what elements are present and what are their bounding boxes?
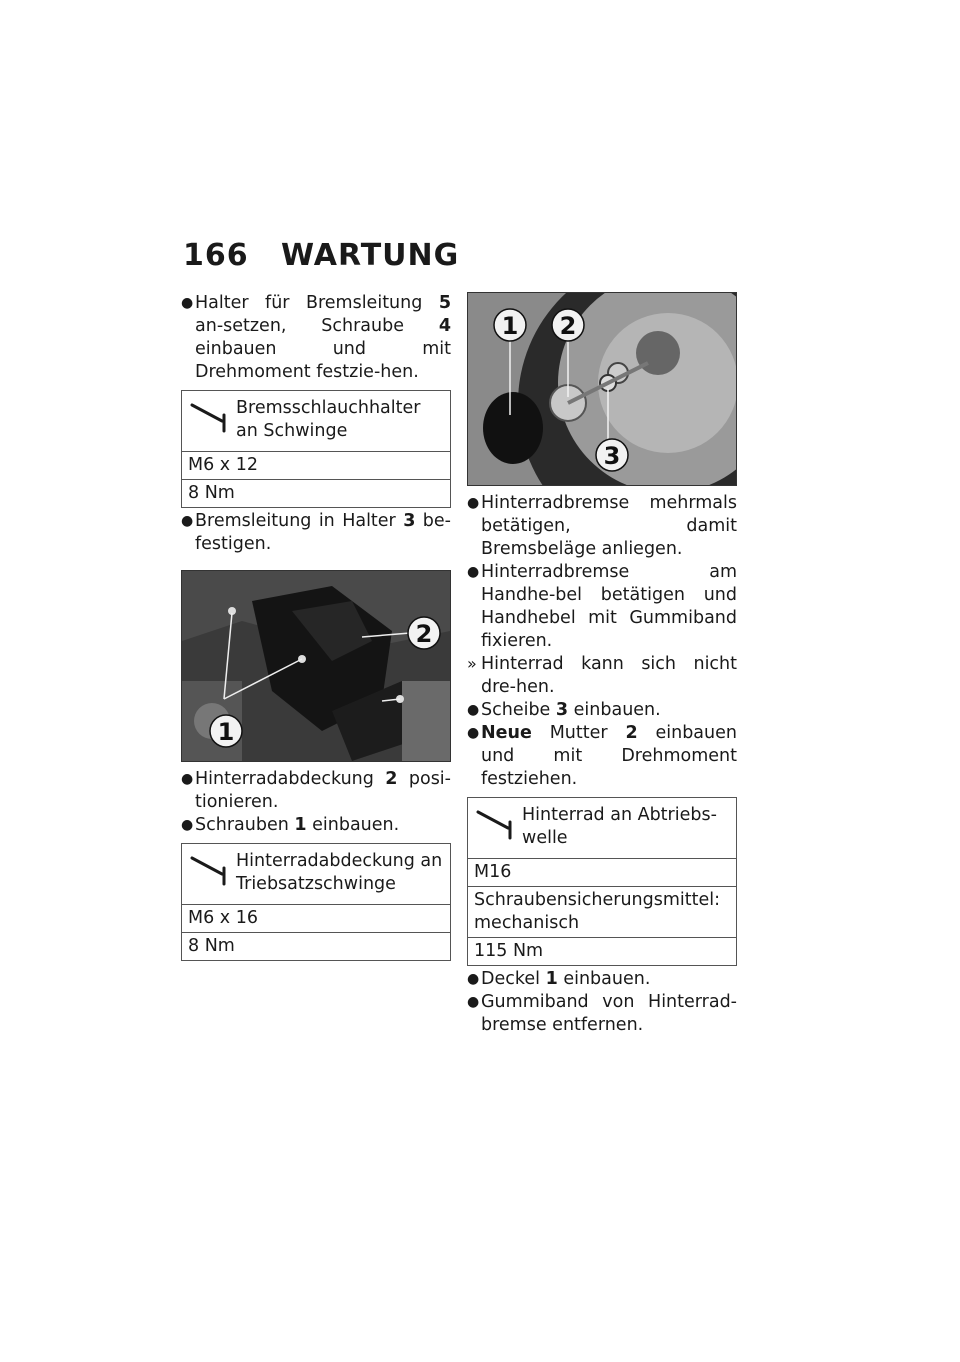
- instruction-step: ● Gummiband von Hinterrad-bremse entfernen.: [467, 992, 737, 1035]
- callout-label: 2: [415, 620, 433, 648]
- result-arrow-icon: »: [467, 654, 477, 673]
- left-column: [181, 292, 451, 963]
- bullet-icon: ●: [181, 817, 194, 833]
- instruction-step: ● Bremsleitung in Halter 3 be-festigen.: [181, 511, 451, 554]
- bullet-icon: ●: [181, 771, 194, 787]
- torque-locking-spec: Schraubensicherungsmittel: mechanisch: [468, 887, 736, 938]
- torque-title: Hinterrad an Abtriebs-welle: [522, 805, 717, 848]
- torque-spec: M16: [468, 859, 736, 887]
- bullet-icon: ●: [467, 702, 480, 718]
- instruction-step: ● Hinterradbremse mehrmals betätigen, damit Bremsbeläge anliegen.: [467, 493, 737, 559]
- torque-wrench-icon: [188, 848, 236, 896]
- torque-title: Bremsschlauchhalter an Schwinge: [236, 398, 421, 441]
- instruction-step: ● Halter für Bremsleitung 5 an-setzen, Schraube 4 einbauen und mit Drehmoment festzie-hen.: [181, 293, 451, 382]
- torque-wrench-icon: [474, 802, 522, 850]
- page-number: 166: [183, 238, 249, 273]
- section-title: WARTUNG: [281, 238, 460, 273]
- torque-wrench-icon: [188, 395, 236, 443]
- instruction-step: ● Hinterradabdeckung 2 posi-tionieren.: [181, 769, 451, 812]
- callout-label: 1: [501, 312, 519, 340]
- page-header: [183, 238, 459, 273]
- bullet-icon: ●: [467, 564, 480, 580]
- instruction-step: ● Schrauben 1 einbauen.: [181, 815, 400, 835]
- right-column: [467, 292, 737, 1037]
- torque-title: Hinterradabdeckung an Triebsatzschwinge: [236, 851, 443, 894]
- torque-table: [181, 843, 451, 961]
- instruction-step: ● Deckel 1 einbauen.: [467, 969, 651, 989]
- torque-spec: M6 x 16: [182, 905, 450, 933]
- bullet-icon: ●: [181, 513, 194, 529]
- torque-table: [181, 390, 451, 508]
- torque-value: 115 Nm: [474, 941, 544, 961]
- instruction-step: ● Neue Mutter 2 einbauen und mit Drehmoment festziehen.: [467, 723, 737, 789]
- callout-label: 3: [603, 442, 621, 470]
- rear-wheel-photo: [467, 292, 737, 486]
- bullet-icon: ●: [181, 295, 194, 311]
- bullet-icon: ●: [467, 994, 480, 1010]
- callout-label: 1: [217, 718, 235, 746]
- instruction-step: ● Scheibe 3 einbauen.: [467, 700, 661, 720]
- bullet-icon: ●: [467, 725, 480, 741]
- torque-value: 8 Nm: [188, 483, 235, 503]
- callout-label: 2: [559, 312, 577, 340]
- bullet-icon: ●: [467, 971, 480, 987]
- rear-cover-photo: [181, 570, 451, 762]
- bullet-icon: ●: [467, 495, 480, 511]
- instruction-step: ● Hinterradbremse am Handhe-bel betätigen und Handhebel mit Gummiband fixieren.: [467, 562, 737, 651]
- torque-spec: M6 x 12: [182, 452, 450, 480]
- result-step: » Hinterrad kann sich nicht dre-hen.: [467, 654, 737, 697]
- torque-value: 8 Nm: [188, 936, 235, 956]
- torque-table: [467, 797, 737, 966]
